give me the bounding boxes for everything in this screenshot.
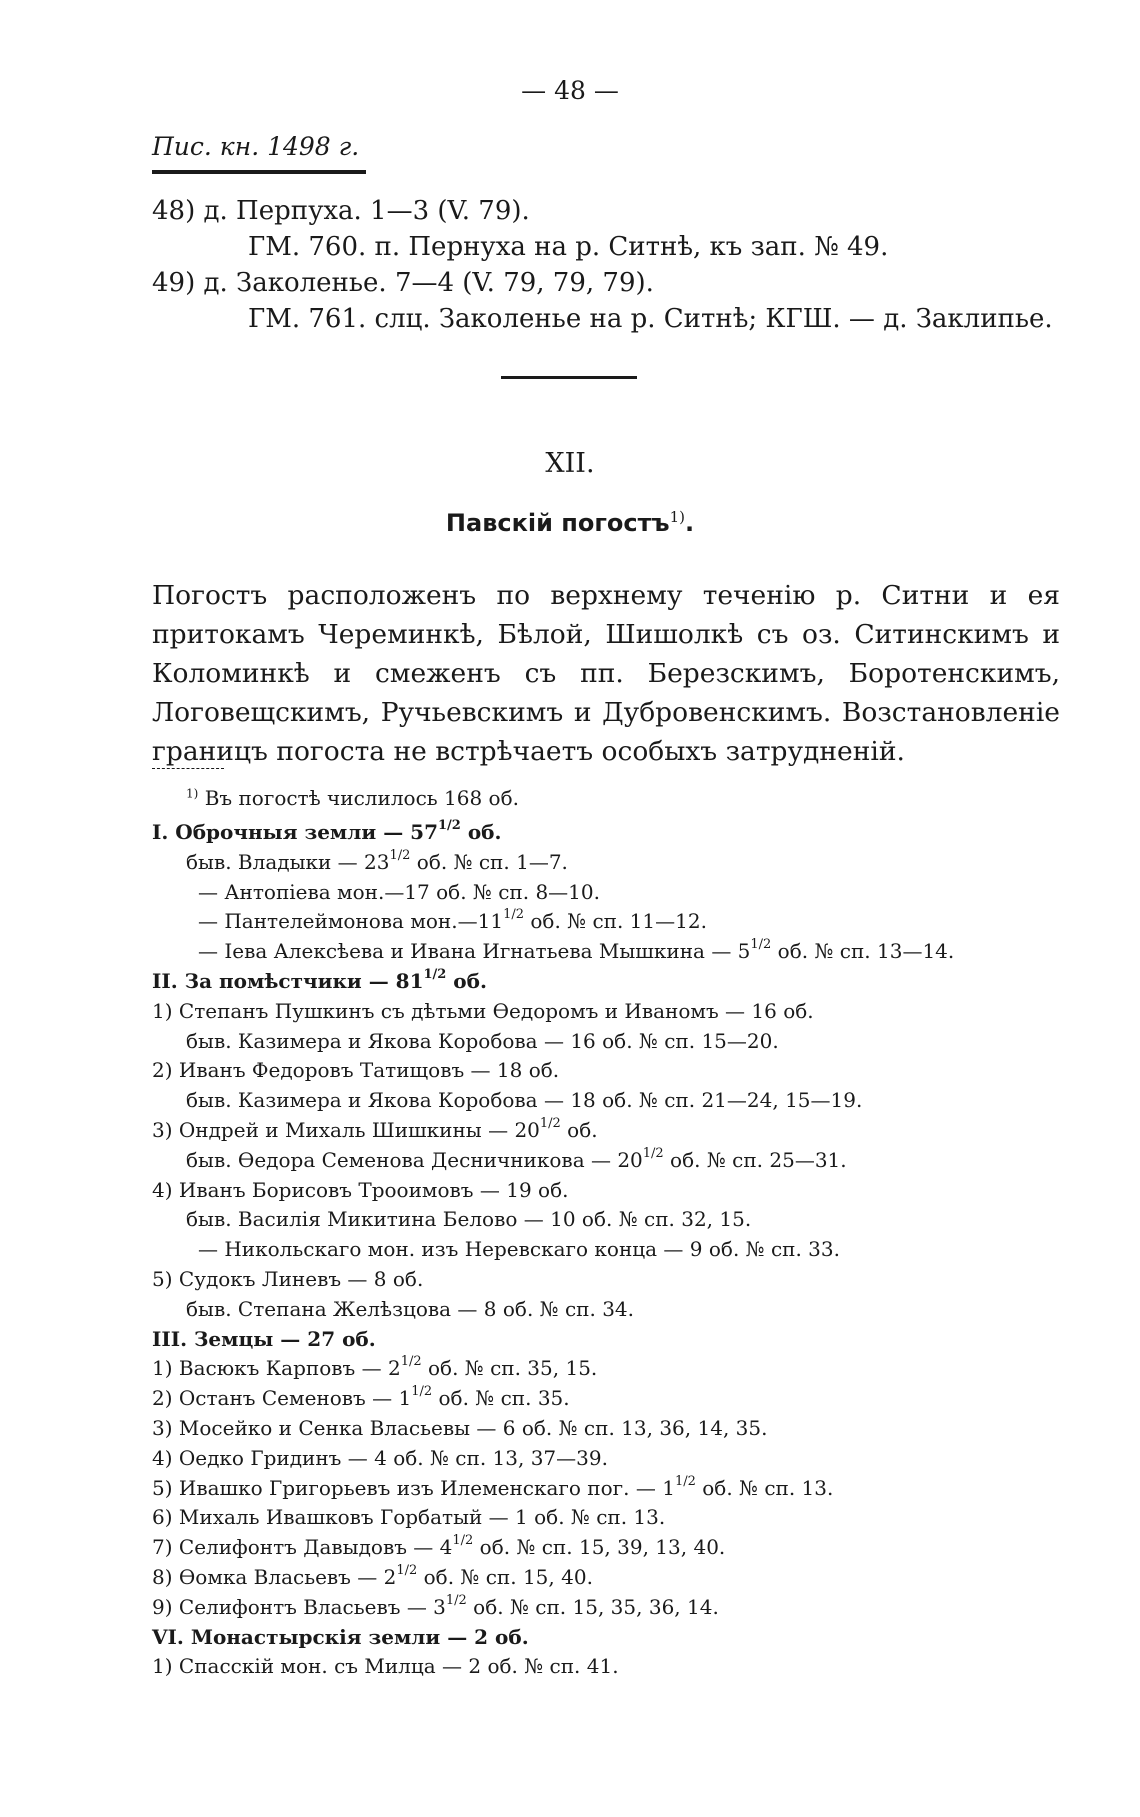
entry-48-line1: 48) д. Перпуха. 1—3 (V. 79). — [152, 196, 530, 226]
footnote-line — [152, 1473, 834, 1500]
footnote-line — [152, 1535, 725, 1559]
footnote-rule — [152, 768, 224, 770]
group-title: Земцы — 27 об. — [194, 1326, 376, 1351]
footnote-line — [198, 1237, 840, 1261]
line-text: — Никольскаго мон. изъ Неревскаго конца — 9 об. № сп. 33. — [198, 1237, 840, 1262]
line-tail: об. № сп. 25—31. — [663, 1147, 847, 1172]
footnote-line — [152, 1178, 568, 1202]
footnote-line — [198, 939, 954, 963]
section-title-text: Павскій погостъ — [445, 509, 670, 537]
line-text: 5) Ивашко Григорьевъ изъ Илеменскаго пог. — 1 — [152, 1475, 675, 1500]
line-text: 3) Ондрей и Михаль Шишкины — 20 — [152, 1118, 540, 1142]
line-text: — Антопіева мон.—17 об. № сп. 8—10. — [198, 879, 600, 904]
footnote-group-heading — [152, 969, 487, 993]
footnote-line — [198, 909, 707, 933]
group-title: За помѣстчики — 81 — [184, 969, 424, 993]
footnote-line — [186, 847, 568, 874]
fraction: 1/2 — [503, 907, 524, 923]
line-text: 9) Селифонтъ Власьевъ — 3 — [152, 1594, 446, 1619]
footnote-line — [186, 1297, 634, 1321]
footnote-line — [152, 1267, 423, 1291]
line-text: быв. Ѳедора Семенова Десничникова — 20 — [186, 1147, 643, 1172]
line-text: 8) Ѳомка Власьевъ — 2 — [152, 1565, 397, 1589]
fraction: 1/2 — [400, 1354, 422, 1370]
line-text: 3) Мосейко и Сенка Власьевы — 6 об. № сп. 13, 36, 14, 35. — [152, 1416, 768, 1440]
group-heading-text — [152, 969, 487, 993]
footnote-line — [186, 1207, 751, 1231]
footnote-line — [152, 1356, 597, 1380]
line-text: быв. Степана Желѣзцова — 8 об. № сп. 34. — [186, 1296, 634, 1321]
line-text: 4) Оедко Гридинъ — 4 об. № сп. 13, 37—39. — [152, 1445, 608, 1470]
line-text: быв. Казимера и Якова Коробова — 16 об. № сп. 15—20. — [186, 1028, 779, 1053]
footnote-intro-text: Въ погостѣ числилось 168 об. — [204, 786, 519, 810]
body-paragraph: Погостъ расположенъ по верхнему теченію р. Ситни и ея притокамъ Череминкѣ, Бѣлой, Шишолкѣ съ оз. Ситинскимъ и Коломинкѣ и смеженъ съ пп. Березскимъ, Боротенскимъ, Логовещскимъ, Ручьевскимъ и Дубровенскимъ. Возстановленіе границъ погоста не встрѣчаетъ особыхъ затрудненій. — [152, 580, 1060, 767]
header-underline — [152, 170, 366, 174]
line-text: быв. Казимера и Якова Коробова — 18 об. № сп. 21—24, 15—19. — [186, 1088, 863, 1113]
line-tail: об. № сп. 11—12. — [524, 909, 707, 934]
footnote-line — [152, 1654, 619, 1678]
fraction: 1/2 — [411, 1384, 433, 1400]
line-text: — Пантелеймонова мон.—11 — [198, 909, 504, 934]
entry-49-line1: 49) д. Заколенье. 7—4 (V. 79, 79, 79). — [152, 268, 654, 298]
group-number: I. — [152, 820, 169, 844]
group-heading-text — [152, 820, 501, 844]
line-text: быв. Владыки — 23 — [186, 849, 390, 874]
footnote-line — [152, 1416, 767, 1440]
footnote-line — [152, 1565, 593, 1589]
group-number: III. — [152, 1326, 188, 1351]
fraction: 1/2 — [396, 1563, 418, 1578]
line-text: 2) Останъ Семеновъ — 1 — [152, 1386, 412, 1411]
footnote-line — [186, 1145, 847, 1172]
fraction: 1/2 — [674, 1473, 696, 1489]
line-tail: об. № сп. 35, 15. — [421, 1356, 598, 1381]
footnote-line — [152, 1446, 608, 1470]
fraction: 1/2 — [539, 1116, 561, 1131]
line-tail: об. № сп. 15, 40. — [417, 1565, 593, 1589]
fraction: 1/2 — [445, 1592, 467, 1608]
line-text: 5) Судокъ Линевъ — 8 об. — [152, 1267, 424, 1291]
line-tail: об. № сп. 13—14. — [771, 939, 955, 964]
section-divider — [501, 376, 637, 379]
line-text: 1) Спасскій мон. съ Милца — 2 об. № сп. 41. — [152, 1654, 619, 1679]
group-title: Монастырскія земли — 2 об. — [190, 1624, 529, 1649]
footnote-group-heading — [152, 820, 501, 844]
footnote-line — [186, 1029, 779, 1053]
footnote-line — [152, 1058, 559, 1082]
section-number: XII. — [545, 448, 595, 479]
line-tail: об. № сп. 15, 39, 13, 40. — [473, 1535, 726, 1560]
group-title: Оброчныя земли — 57 — [175, 820, 439, 844]
group-heading-text — [152, 1327, 376, 1351]
title-footnote-marker: 1) — [669, 508, 685, 526]
footnote-group-heading — [152, 1327, 376, 1351]
entry-49-line2: ГМ. 761. слц. Заколенье на р. Ситнѣ; КГШ. — д. Заклипье. — [248, 304, 1053, 334]
line-text: 7) Селифонтъ Давыдовъ — 4 — [152, 1535, 453, 1560]
group-number: II. — [152, 969, 178, 993]
group-tail: об. — [446, 969, 487, 993]
footnote-line — [198, 880, 600, 904]
footnote-line — [152, 1118, 598, 1142]
line-tail: об. № сп. 13. — [695, 1475, 834, 1500]
footnote-marker: 1) — [186, 786, 199, 801]
footnote-intro — [186, 786, 519, 810]
line-tail: об. № сп. 1—7. — [410, 849, 568, 874]
footnote-line — [152, 999, 814, 1023]
footnote-line — [152, 1386, 570, 1410]
group-number: VI. — [152, 1624, 184, 1649]
line-text: быв. Василія Микитина Белово — 10 об. № сп. 32, 15. — [186, 1207, 752, 1232]
fraction: 1/2 — [452, 1533, 474, 1549]
line-tail: об. № сп. 15, 35, 36, 14. — [466, 1594, 719, 1619]
line-text: 6) Михаль Ивашковъ Горбатый — 1 об. № сп. 13. — [152, 1505, 666, 1530]
line-tail: об. № сп. 35. — [432, 1386, 570, 1411]
fraction: 1/2 — [438, 818, 461, 833]
footnote-line — [186, 1088, 862, 1112]
fraction: 1/2 — [750, 937, 772, 953]
group-tail: об. — [460, 820, 502, 844]
line-tail: об. — [560, 1118, 598, 1142]
entry-48-line2: ГМ. 760. п. Пернуха на р. Ситнѣ, къ зап. № 49. — [248, 232, 889, 262]
footnote-line — [152, 1505, 665, 1529]
fraction: 1/2 — [423, 967, 447, 982]
line-text: 4) Иванъ Борисовъ Трооимовъ — 19 об. — [152, 1177, 569, 1202]
fraction: 1/2 — [389, 847, 411, 863]
section-title: Павскій погостъ$^{1)}$. — [445, 508, 695, 537]
line-text: 1) Васюкъ Карповъ — 2 — [152, 1356, 401, 1381]
group-heading-text — [152, 1625, 529, 1649]
footnote-group-heading — [152, 1625, 529, 1649]
fraction: 1/2 — [642, 1145, 664, 1161]
line-text: — Іева Алексѣева и Ивана Игнатьева Мышкина — 5 — [198, 939, 751, 964]
footnote-line — [152, 1592, 719, 1619]
source-header: Пис. кн. 1498 г. — [152, 132, 360, 161]
line-text: 2) Иванъ Федоровъ Татищовъ — 18 об. — [152, 1058, 560, 1083]
page-number: — 48 — — [521, 76, 619, 105]
line-text: 1) Степанъ Пушкинъ съ дѣтьми Ѳедоромъ и Иваномъ — 16 об. — [152, 998, 814, 1023]
